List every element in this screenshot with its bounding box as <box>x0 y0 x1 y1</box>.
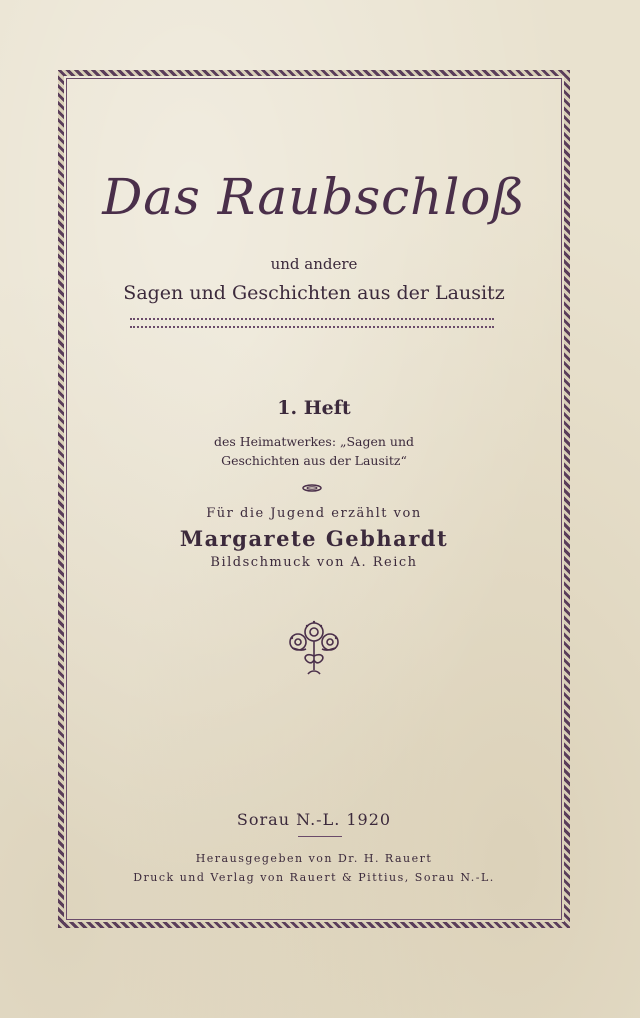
flower-vignette-icon <box>278 618 350 678</box>
dotted-divider <box>130 318 494 328</box>
printer-line: Druck und Verlag von Rauert & Pittius, Sorau N.-L. <box>133 871 495 884</box>
series-line-2: Geschichten aus der Lausitz“ <box>221 453 407 468</box>
subtitle-connector: und andere <box>270 255 358 273</box>
author-name: Margarete Gebhardt <box>179 526 449 551</box>
series-line-1: des Heimatwerkes: „Sagen und <box>213 434 415 449</box>
subtitle: Sagen und Geschichten aus der Lausitz <box>123 282 505 304</box>
told-by-line: Für die Jugend erzählt von <box>206 506 422 521</box>
issue-number: 1. Heft <box>277 397 351 419</box>
place-and-year: Sorau N.-L. 1920 <box>236 810 392 829</box>
illustrations-credit: Bildschmuck von A. Reich <box>210 555 418 570</box>
publisher-line: Herausgegeben von Dr. H. Rauert <box>195 852 433 865</box>
short-divider <box>298 836 342 837</box>
series-description <box>66 432 562 470</box>
book-title: Das Raubschloß <box>102 168 526 226</box>
small-oval-ornament-icon <box>302 484 322 492</box>
